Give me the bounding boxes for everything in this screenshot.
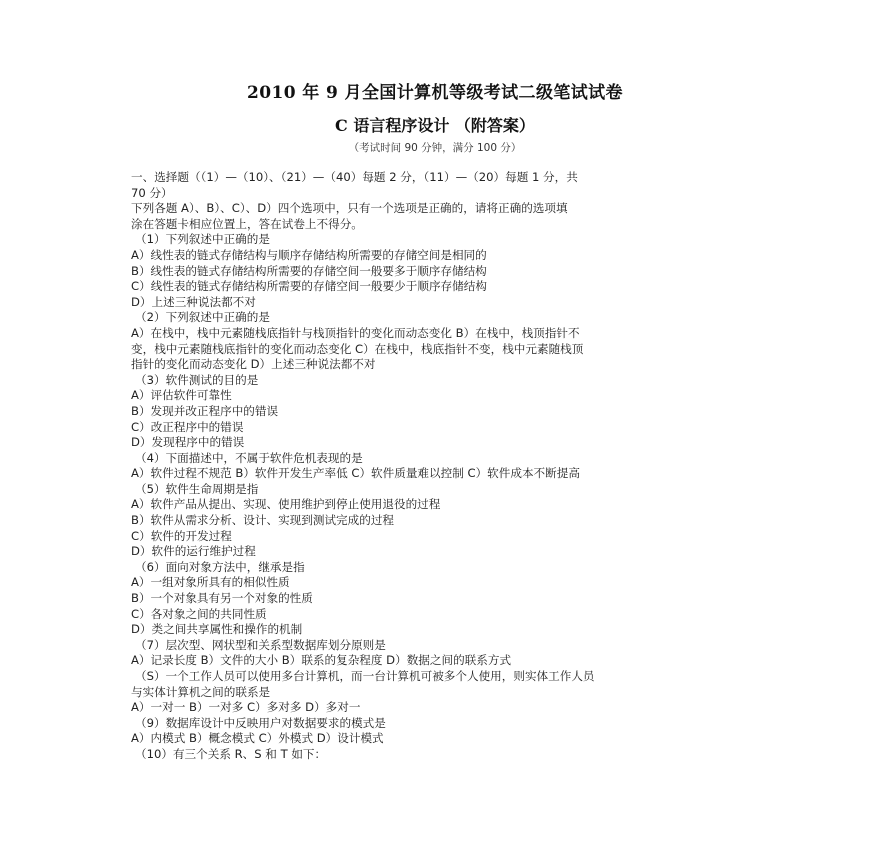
question-stem: （9）数据库设计中反映用户对数据要求的模式是 <box>135 715 386 730</box>
question-stem: （7）层次型、网状型和关系型数据库划分原则是 <box>135 637 386 652</box>
question-option: B）发现并改正程序中的错误 <box>131 403 279 418</box>
question-option: A）软件产品从提出、实现、使用维护到停止使用退役的过程 <box>131 497 441 512</box>
question-stem: （1）下列叙述中正确的是 <box>135 232 270 247</box>
question-option: B）线性表的链式存储结构所需要的存储空间一般要多于顺序存储结构 <box>131 263 487 278</box>
question-option: A）一对一 B）一对多 C）多对多 D）多对一 <box>131 700 361 715</box>
section-instruction-cont: 涂在答题卡相应位置上，答在试卷上不得分。 <box>131 216 363 231</box>
question-option: 变，栈中元素随栈底指针的变化而动态变化 C）在栈中，栈底指针不变，栈中元素随栈顶 <box>131 341 584 356</box>
question-option: A）内模式 B）概念模式 C）外模式 D）设计模式 <box>131 731 384 746</box>
question-option: D）软件的运行维护过程 <box>131 544 256 559</box>
question-option: C）软件的开发过程 <box>131 528 232 543</box>
question-option: A）记录长度 B）文件的大小 B）联系的复杂程度 D）数据之间的联系方式 <box>131 653 512 668</box>
question-option: D）发现程序中的错误 <box>131 435 245 450</box>
question-option: A）软件过程不规范 B）软件开发生产率低 C）软件质量难以控制 C）软件成本不断提高 <box>131 466 580 481</box>
question-stem: （6）面向对象方法中，继承是指 <box>135 559 305 574</box>
question-option: A）评估软件可靠性 <box>131 388 232 403</box>
question-option: A）一组对象所具有的相似性质 <box>131 575 290 590</box>
document-subtitle: C 语言程序设计 （附答案） <box>335 116 535 135</box>
question-stem: （2）下列叙述中正确的是 <box>135 310 270 325</box>
section-instruction: 下列各题 A）、B）、C）、D）四个选项中，只有一个选项是正确的，请将正确的选项填 <box>131 201 568 216</box>
document-title: 2010 年 9 月全国计算机等级考试二级笔试试卷 <box>247 83 623 103</box>
question-stem-cont: 与实体计算机之间的联系是 <box>131 684 271 699</box>
question-stem: （S）一个工作人员可以使用多台计算机，而一台计算机可被多个人使用，则实体工作人员 <box>135 669 595 683</box>
question-option: B）一个对象具有另一个对象的性质 <box>131 591 313 606</box>
question-stem: （5）软件生命周期是指 <box>135 481 259 496</box>
section-heading-cont: 70 分） <box>131 185 173 200</box>
question-option: A）线性表的链式存储结构与顺序存储结构所需要的存储空间是相同的 <box>131 247 487 262</box>
question-option: 指针的变化而动态变化 D）上述三种说法都不对 <box>131 357 376 372</box>
question-option: C）线性表的链式存储结构所需要的存储空间一般要少于顺序存储结构 <box>131 279 487 294</box>
question-option: D）类之间共享属性和操作的机制 <box>131 622 303 637</box>
question-option: B）软件从需求分析、设计、实现到测试完成的过程 <box>131 513 395 528</box>
question-option: C）改正程序中的错误 <box>131 419 244 434</box>
exam-time-note: （考试时间 90 分钟，满分 100 分） <box>348 142 522 154</box>
section-heading: 一、选择题（（1）—（10）、（21）—（40）每题 2 分，（11）—（20）每题 1 分，共 <box>131 170 578 184</box>
question-option: C）各对象之间的共同性质 <box>131 606 267 621</box>
question-stem: （10）有三个关系 R、S 和 T 如下： <box>135 746 327 761</box>
question-option: A）在栈中，栈中元素随栈底指针与栈顶指针的变化而动态变化 B）在栈中，栈顶指针不 <box>131 325 580 340</box>
question-stem: （3）软件测试的目的是 <box>135 372 259 387</box>
question-option: D）上述三种说法都不对 <box>131 294 256 309</box>
question-stem: （4）下面描述中，不属于软件危机表现的是 <box>135 450 363 465</box>
document-body <box>131 170 741 763</box>
